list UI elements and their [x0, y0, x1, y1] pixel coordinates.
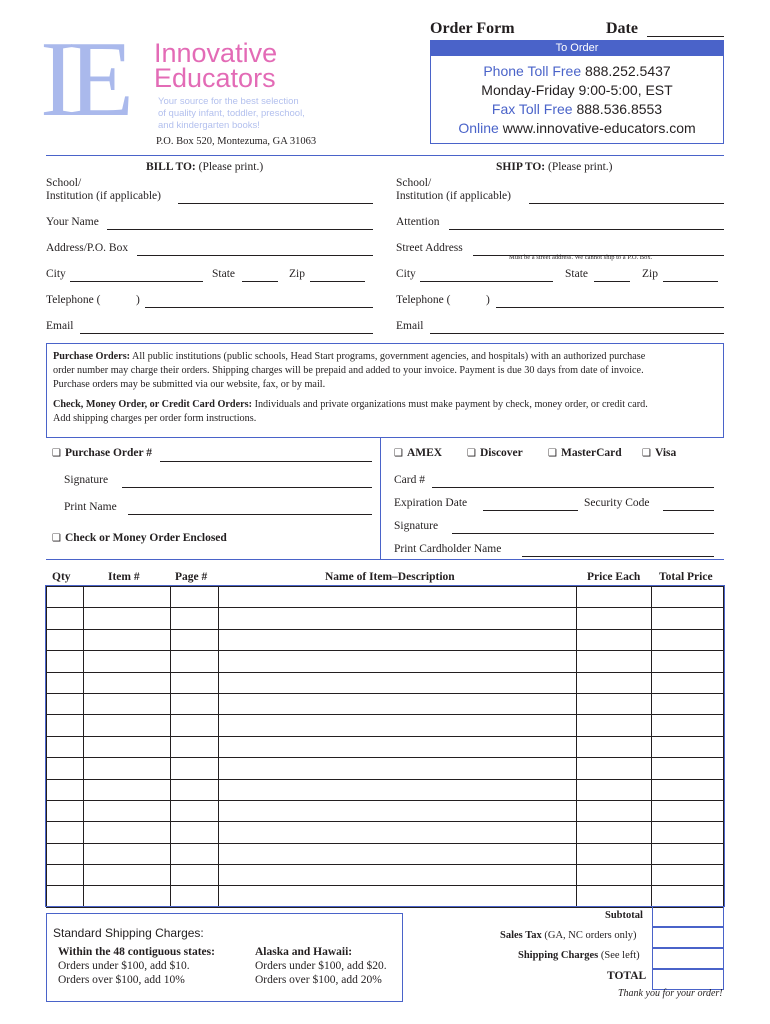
page-cell[interactable] [170, 651, 218, 672]
bill-school-label-2: Institution (if applicable) [46, 190, 161, 202]
cc-signature-field[interactable] [452, 533, 714, 534]
shipping-charges-box [46, 913, 403, 1002]
total-cell[interactable] [652, 886, 724, 907]
price-cell[interactable] [577, 843, 652, 864]
qty-cell[interactable] [47, 651, 84, 672]
description-cell[interactable] [218, 865, 576, 886]
price-cell[interactable] [577, 822, 652, 843]
subtotal-field[interactable] [652, 906, 724, 927]
payment-top-divider [46, 437, 724, 438]
table-row [47, 736, 724, 757]
thank-you-note: Thank you for your order! [618, 988, 723, 999]
security-code-field[interactable] [663, 510, 714, 511]
total-cell[interactable] [652, 865, 724, 886]
bill-to-heading: BILL TO: (Please print.) [146, 161, 264, 173]
table-row [47, 758, 724, 779]
check-info-line-1: Check, Money Order, or Credit Card Orders: Individuals and private organizations must make payment by check, money order, or credit card. [53, 399, 648, 410]
total-cell[interactable] [652, 843, 724, 864]
table-row [47, 608, 724, 629]
description-cell[interactable] [218, 779, 576, 800]
bill-zip-label: Zip [289, 268, 305, 280]
price-cell[interactable] [577, 736, 652, 757]
description-cell[interactable] [218, 629, 576, 650]
total-cell[interactable] [652, 587, 724, 608]
page-cell[interactable] [170, 886, 218, 907]
bill-city-label: City [46, 268, 66, 280]
page-cell[interactable] [170, 629, 218, 650]
page-cell[interactable] [170, 693, 218, 714]
table-row [47, 886, 724, 907]
security-code-label: Security Code [584, 497, 650, 509]
card-number-field[interactable] [432, 487, 714, 488]
sales-tax-field[interactable] [652, 927, 724, 948]
ship-street-label: Street Address [396, 242, 463, 254]
contact-online: Online www.innovative-educators.com [458, 120, 696, 136]
item-cell[interactable] [83, 608, 170, 629]
form-title: Order Form [430, 20, 515, 37]
qty-cell[interactable] [47, 693, 84, 714]
qty-cell[interactable] [47, 865, 84, 886]
ship-zip-label: Zip [642, 268, 658, 280]
page-cell[interactable] [170, 672, 218, 693]
table-row [47, 715, 724, 736]
ship-telephone-field[interactable] [496, 307, 724, 308]
bill-state-field[interactable] [242, 281, 278, 282]
ship-street-note: Must be a street address. We cannot ship to a P.O. Box. [509, 254, 653, 261]
bill-zip-field[interactable] [310, 281, 365, 282]
ship-telephone-label: Telephone ( [396, 294, 451, 306]
description-cell[interactable] [218, 608, 576, 629]
description-cell[interactable] [218, 758, 576, 779]
price-cell[interactable] [577, 865, 652, 886]
check-info-line-2: Add shipping charges per order form instructions. [53, 413, 257, 424]
expiration-label: Expiration Date [394, 497, 468, 509]
company-address: P.O. Box 520, Montezuma, GA 31063 [156, 136, 317, 147]
logo-name-line2: Educators [154, 63, 276, 93]
qty-cell[interactable] [47, 608, 84, 629]
item-cell[interactable] [83, 651, 170, 672]
logo-tagline-2: of quality infant, toddler, preschool, [158, 108, 305, 119]
po-signature-label: Signature [64, 474, 109, 486]
item-cell[interactable] [83, 800, 170, 821]
expiration-field[interactable] [483, 510, 578, 511]
cardholder-field[interactable] [522, 556, 714, 557]
po-info-line-1: Purchase Orders: All public institutions (public schools, Head Start programs, government agencies, and hospitals) with an authorized purchase [53, 351, 646, 362]
bill-email-field[interactable] [80, 333, 373, 334]
bill-email-label: Email [46, 320, 74, 332]
item-cell[interactable] [83, 865, 170, 886]
price-cell[interactable] [577, 886, 652, 907]
amex-checkbox[interactable]: ❑ AMEX [394, 447, 443, 459]
item-cell[interactable] [83, 693, 170, 714]
ship-city-label: City [396, 268, 416, 280]
table-row [47, 800, 724, 821]
cc-signature-label: Signature [394, 520, 439, 532]
contact-box [430, 40, 724, 144]
bill-address-field[interactable] [137, 255, 373, 256]
col-description-header: Name of Item–Description [325, 571, 455, 583]
page-cell[interactable] [170, 865, 218, 886]
item-cell[interactable] [83, 758, 170, 779]
alaska-hawaii-line-2: Orders over $100, add 20% [255, 974, 382, 986]
description-cell[interactable] [218, 651, 576, 672]
total-cell[interactable] [652, 779, 724, 800]
card-number-label: Card # [394, 474, 425, 486]
bill-state-label: State [212, 268, 235, 280]
item-cell[interactable] [83, 822, 170, 843]
item-cell[interactable] [83, 886, 170, 907]
shipping-heading: Standard Shipping Charges: [53, 926, 204, 940]
price-cell[interactable] [577, 693, 652, 714]
bill-name-label: Your Name [46, 216, 99, 228]
po-info-line-3: Purchase orders may be submitted via our website, fax, or by mail. [53, 379, 326, 390]
bill-address-label: Address/P.O. Box [46, 242, 129, 254]
payment-bottom-divider [46, 559, 724, 560]
po-info-line-2: order number may charge their orders. Shipping charges will be prepaid and added to your invoice. Payment is due 30 days from date of invoice. [53, 365, 644, 376]
purchase-order-field[interactable] [160, 461, 372, 462]
total-cell[interactable] [652, 715, 724, 736]
item-cell[interactable] [83, 672, 170, 693]
visa-checkbox[interactable]: ❑ Visa [642, 447, 677, 459]
page-cell[interactable] [170, 608, 218, 629]
total-cell[interactable] [652, 672, 724, 693]
ship-state-field[interactable] [594, 281, 630, 282]
price-cell[interactable] [577, 629, 652, 650]
contiguous-line-1: Orders under $100, add $10. [58, 960, 190, 972]
price-cell[interactable] [577, 608, 652, 629]
page-cell[interactable] [170, 587, 218, 608]
contact-fax: Fax Toll Free 888.536.8553 [491, 101, 663, 117]
qty-cell[interactable] [47, 886, 84, 907]
total-cell[interactable] [652, 800, 724, 821]
page-cell[interactable] [170, 715, 218, 736]
date-field[interactable] [647, 36, 724, 37]
contact-hours: Monday-Friday 9:00-5:00, EST [481, 82, 673, 98]
total-label: TOTAL [607, 970, 647, 982]
header-divider [46, 155, 724, 156]
logo-tagline-3: and kindergarten books! [158, 120, 260, 131]
ship-to-heading: SHIP TO: (Please print.) [496, 161, 613, 173]
ship-school-label-2: Institution (if applicable) [396, 190, 511, 202]
page-cell[interactable] [170, 843, 218, 864]
logo-monogram: IE [40, 20, 126, 139]
price-cell[interactable] [577, 779, 652, 800]
description-cell[interactable] [218, 886, 576, 907]
col-item-header: Item # [108, 571, 140, 583]
page-cell[interactable] [170, 758, 218, 779]
price-cell[interactable] [577, 715, 652, 736]
table-row [47, 843, 724, 864]
table-row [47, 865, 724, 886]
logo-tagline-1: Your source for the best selection [158, 96, 299, 107]
ship-attention-label: Attention [396, 216, 440, 228]
col-total-header: Total Price [659, 571, 713, 583]
item-cell[interactable] [83, 843, 170, 864]
bill-city-field[interactable] [70, 281, 203, 282]
bill-school-label-1: School/ [46, 177, 82, 189]
item-cell[interactable] [83, 736, 170, 757]
qty-cell[interactable] [47, 715, 84, 736]
description-cell[interactable] [218, 800, 576, 821]
bill-telephone-label: Telephone ( [46, 294, 101, 306]
qty-cell[interactable] [47, 672, 84, 693]
bill-telephone-field[interactable] [145, 307, 373, 308]
check-enclosed-checkbox[interactable]: ❑ Check or Money Order Enclosed [52, 532, 227, 544]
item-cell[interactable] [83, 779, 170, 800]
qty-cell[interactable] [47, 843, 84, 864]
purchase-order-checkbox[interactable]: ❑ Purchase Order # [52, 447, 153, 459]
cardholder-label: Print Cardholder Name [394, 543, 502, 555]
ship-zip-field[interactable] [663, 281, 718, 282]
total-cell[interactable] [652, 693, 724, 714]
table-row [47, 693, 724, 714]
ship-email-label: Email [396, 320, 424, 332]
contact-phone: Phone Toll Free 888.252.5437 [483, 63, 671, 79]
contiguous-line-2: Orders over $100, add 10% [58, 974, 185, 986]
qty-cell[interactable] [47, 629, 84, 650]
page-cell[interactable] [170, 779, 218, 800]
ship-email-field[interactable] [430, 333, 724, 334]
description-cell[interactable] [218, 843, 576, 864]
ship-school-field[interactable] [529, 203, 724, 204]
shipping-charges-label: Shipping Charges (See left) [518, 950, 640, 961]
price-cell[interactable] [577, 672, 652, 693]
mastercard-checkbox[interactable]: ❑ MasterCard [548, 447, 622, 459]
sales-tax-label: Sales Tax (GA, NC orders only) [500, 930, 637, 941]
page-cell[interactable] [170, 800, 218, 821]
col-qty-header: Qty [52, 571, 71, 583]
price-cell[interactable] [577, 587, 652, 608]
qty-cell[interactable] [47, 822, 84, 843]
description-cell[interactable] [218, 693, 576, 714]
table-row [47, 779, 724, 800]
ship-city-field[interactable] [420, 281, 553, 282]
ship-state-label: State [565, 268, 588, 280]
total-cell[interactable] [652, 822, 724, 843]
table-row [47, 822, 724, 843]
qty-cell[interactable] [47, 758, 84, 779]
description-cell[interactable] [218, 822, 576, 843]
bill-school-field[interactable] [178, 203, 373, 204]
items-table [46, 586, 724, 908]
qty-cell[interactable] [47, 779, 84, 800]
logo-name-line1: Innovative [154, 38, 278, 68]
subtotal-label: Subtotal [605, 910, 643, 921]
ship-school-label-1: School/ [396, 177, 432, 189]
shipping-charges-field[interactable] [652, 948, 724, 969]
total-field[interactable] [652, 969, 724, 990]
qty-cell[interactable] [47, 587, 84, 608]
price-cell[interactable] [577, 758, 652, 779]
item-cell[interactable] [83, 715, 170, 736]
total-cell[interactable] [652, 651, 724, 672]
bill-telephone-close: ) [136, 294, 140, 306]
bill-name-field[interactable] [107, 229, 373, 230]
alaska-hawaii-line-1: Orders under $100, add $20. [255, 960, 387, 972]
total-cell[interactable] [652, 758, 724, 779]
col-page-header: Page # [175, 571, 208, 583]
qty-cell[interactable] [47, 800, 84, 821]
page-cell[interactable] [170, 736, 218, 757]
description-cell[interactable] [218, 736, 576, 757]
payment-vertical-divider [380, 437, 381, 559]
po-print-name-label: Print Name [64, 501, 117, 513]
item-cell[interactable] [83, 587, 170, 608]
col-price-header: Price Each [587, 571, 641, 583]
table-row [47, 629, 724, 650]
contact-bar: To Order [431, 41, 723, 56]
price-cell[interactable] [577, 800, 652, 821]
page-cell[interactable] [170, 822, 218, 843]
qty-cell[interactable] [47, 736, 84, 757]
discover-checkbox[interactable]: ❑ Discover [467, 447, 523, 459]
table-row [47, 651, 724, 672]
payment-info-box [46, 343, 724, 437]
ship-telephone-close: ) [486, 294, 490, 306]
total-cell[interactable] [652, 608, 724, 629]
contiguous-heading: Within the 48 contiguous states: [58, 946, 215, 958]
table-row [47, 672, 724, 693]
total-cell[interactable] [652, 736, 724, 757]
description-cell[interactable] [218, 672, 576, 693]
total-cell[interactable] [652, 629, 724, 650]
table-row [47, 587, 724, 608]
description-cell[interactable] [218, 587, 576, 608]
date-label: Date [606, 20, 638, 37]
po-signature-field[interactable] [122, 487, 372, 488]
alaska-hawaii-heading: Alaska and Hawaii: [255, 946, 353, 958]
ship-attention-field[interactable] [449, 229, 724, 230]
price-cell[interactable] [577, 651, 652, 672]
description-cell[interactable] [218, 715, 576, 736]
item-cell[interactable] [83, 629, 170, 650]
po-print-name-field[interactable] [128, 514, 372, 515]
